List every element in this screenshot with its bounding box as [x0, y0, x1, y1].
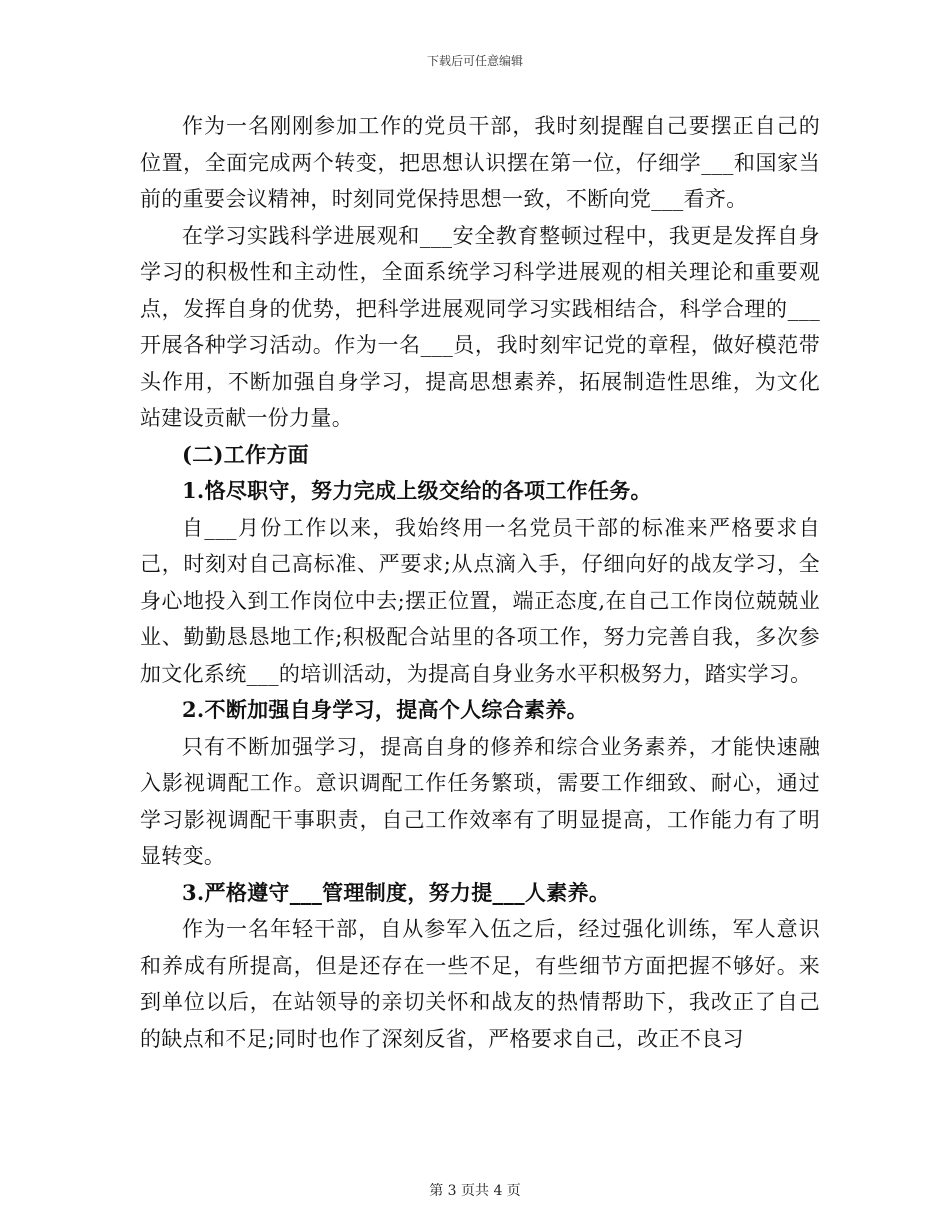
paragraph-learning: 只有不断加强学习，提高自身的修养和综合业务素养，才能快速融入影视调配工作。意识调配工作任务繁琐，需要工作细致、耐心，通过学习影视调配干事职责，自己工作效率有了明显提高，工作能力有了明显转变。 — [140, 734, 820, 868]
paragraph-duty: 自___月份工作以来，我始终用一名党员干部的标准来严格要求自己，时刻对自己高标准、严要求;从点滴入手，仔细向好的战友学习，全身心地投入到工作岗位中去;摆正位置，端正态度,在自己工作岗位兢兢业业、勤勤恳恳地工作;积极配合站里的各项工作，努力完善自我，多次参加文化系统___的培训活动，为提高自身业务水平积极努力，踏实学习。 — [140, 515, 820, 686]
subheading-2: 2.不断加强自身学习，提高个人综合素养。 — [182, 697, 588, 722]
paragraph-party-member: 作为一名刚刚参加工作的党员干部，我时刻提醒自己要摆正自己的位置，全面完成两个转变，把思想认识摆在第一位，仔细学___和国家当前的重要会议精神，时刻同党保持思想一致，不断向党___看齐。 — [140, 114, 820, 211]
section-heading-work: (二)工作方面 — [182, 441, 309, 467]
paragraph-study-practice: 在学习实践科学进展观和___安全教育整顿过程中，我更是发挥自身学习的积极性和主动性，全面系统学习科学进展观的相关理论和重要观点，发挥自身的优势，把科学进展观同学习实践相结合，科学合理的___开展各种学习活动。作为一名___员，我时刻牢记党的章程，做好模范带头作用，不断加强自身学习，提高思想素养，拓展制造性思维，为文化站建设贡献一份力量。 — [140, 223, 820, 430]
page-footer: 第 3 页共 4 页 — [429, 1183, 521, 1199]
document-body — [140, 108, 820, 1057]
paragraph-discipline: 作为一名年轻干部，自从参军入伍之后，经过强化训练，军人意识和养成有所提高，但是还存在一些不足，有些细节方面把握不够好。来到单位以后，在站领导的亲切关怀和战友的热情帮助下，我改正了自己的缺点和不足;同时也作了深刻反省，严格要求自己，改正不良习 — [140, 917, 820, 1051]
subheading-1: 1.恪尽职守，努力完成上级交给的各项工作任务。 — [182, 478, 652, 503]
page-header: 下载后可任意编辑 — [426, 54, 523, 68]
subheading-3: 3.严格遵守___管理制度，努力提___人素养。 — [182, 879, 611, 905]
